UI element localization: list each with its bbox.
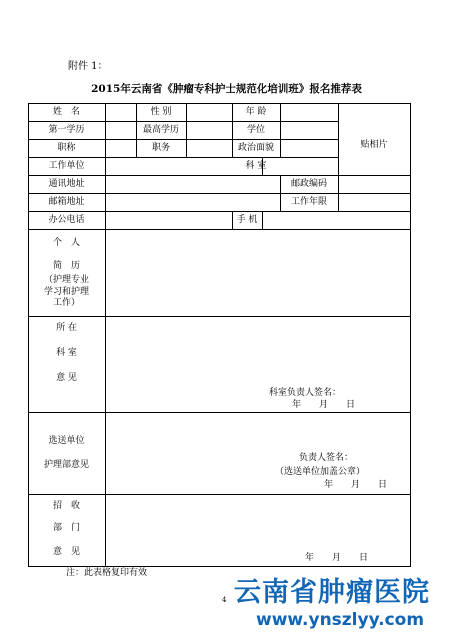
office-phone-label: 办公电话 xyxy=(48,215,85,225)
table-line xyxy=(28,193,411,194)
attachment-label: 附件 1： xyxy=(68,61,108,72)
table-line xyxy=(28,103,29,566)
unit-opinion-label-line2: 护理部意见 xyxy=(43,460,89,470)
photo-placeholder-label: 贴相片 xyxy=(360,140,388,150)
table-line xyxy=(410,103,411,566)
table-line xyxy=(338,103,339,211)
resume-label-line2: 简 历 xyxy=(52,261,80,271)
first-degree-label: 第一学历 xyxy=(48,125,85,135)
email-label: 邮箱地址 xyxy=(48,197,85,207)
work-years-label: 工作年限 xyxy=(290,197,327,207)
admit-opinion-date: 年 月 日 xyxy=(305,553,369,563)
highest-degree-label: 最高学历 xyxy=(142,125,179,135)
dept-opinion-label-line2: 科 室 xyxy=(56,348,77,358)
resume-label-line3: （护理专业 xyxy=(43,275,89,285)
page-number: 4 xyxy=(222,596,227,604)
admit-opinion-label-line1: 招 收 xyxy=(52,501,80,511)
dept-opinion-label-line1: 所 在 xyxy=(56,323,77,333)
table-line xyxy=(28,121,338,122)
age-label: 年 龄 xyxy=(245,107,267,117)
admit-opinion-label-line3: 意 见 xyxy=(52,547,80,557)
unit-opinion-label-line1: 选送单位 xyxy=(48,436,85,446)
watermark-hospital-name: 云南省肿瘤医院 xyxy=(234,577,430,608)
table-line xyxy=(28,412,411,413)
political-status-label: 政治面貌 xyxy=(237,143,274,153)
resume-label-line5: 工作） xyxy=(52,298,80,308)
table-line xyxy=(186,103,187,157)
table-line xyxy=(28,211,411,212)
mobile-label: 手 机 xyxy=(236,215,258,225)
form-title: 2015年云南省《肿瘤专科护士规范化培训班》报名推荐表 xyxy=(91,83,362,95)
table-line xyxy=(28,229,411,230)
mailing-address-label: 通讯地址 xyxy=(48,179,85,189)
professional-title-label: 职称 xyxy=(57,143,76,153)
degree-label: 学位 xyxy=(246,125,265,135)
unit-head-signature-label: 负责人签名： xyxy=(299,453,354,463)
postcode-label: 邮政编码 xyxy=(290,179,327,189)
watermark-url: www.ynszlyy.com xyxy=(256,610,425,630)
dept-opinion-label-line3: 意 见 xyxy=(56,373,77,383)
dept-opinion-date: 年 月 日 xyxy=(292,400,356,410)
admit-opinion-label-line2: 部 门 xyxy=(52,523,80,533)
table-line xyxy=(28,566,411,567)
dept-head-signature-label: 科室负责人签名： xyxy=(269,388,342,398)
name-label: 姓 名 xyxy=(52,107,80,117)
table-line xyxy=(28,175,411,176)
unit-opinion-date: 年 月 日 xyxy=(324,480,388,490)
resume-label-line1: 个 人 xyxy=(52,238,80,248)
table-line xyxy=(262,211,263,229)
table-line xyxy=(28,139,338,140)
table-line xyxy=(28,157,338,158)
table-line xyxy=(105,103,106,566)
position-label: 职务 xyxy=(151,143,170,153)
resume-label-line4: 学习和护理 xyxy=(43,287,89,297)
work-unit-label: 工作单位 xyxy=(48,161,85,171)
gender-label: 性 别 xyxy=(150,107,172,117)
department-label: 科 室 xyxy=(245,161,267,171)
table-line xyxy=(28,103,411,104)
table-line xyxy=(280,103,281,157)
table-line xyxy=(28,316,411,317)
unit-seal-note: （选送单位加盖公章） xyxy=(275,467,366,477)
footnote: 注：此表格复印有效 xyxy=(66,568,148,578)
table-line xyxy=(28,494,411,495)
